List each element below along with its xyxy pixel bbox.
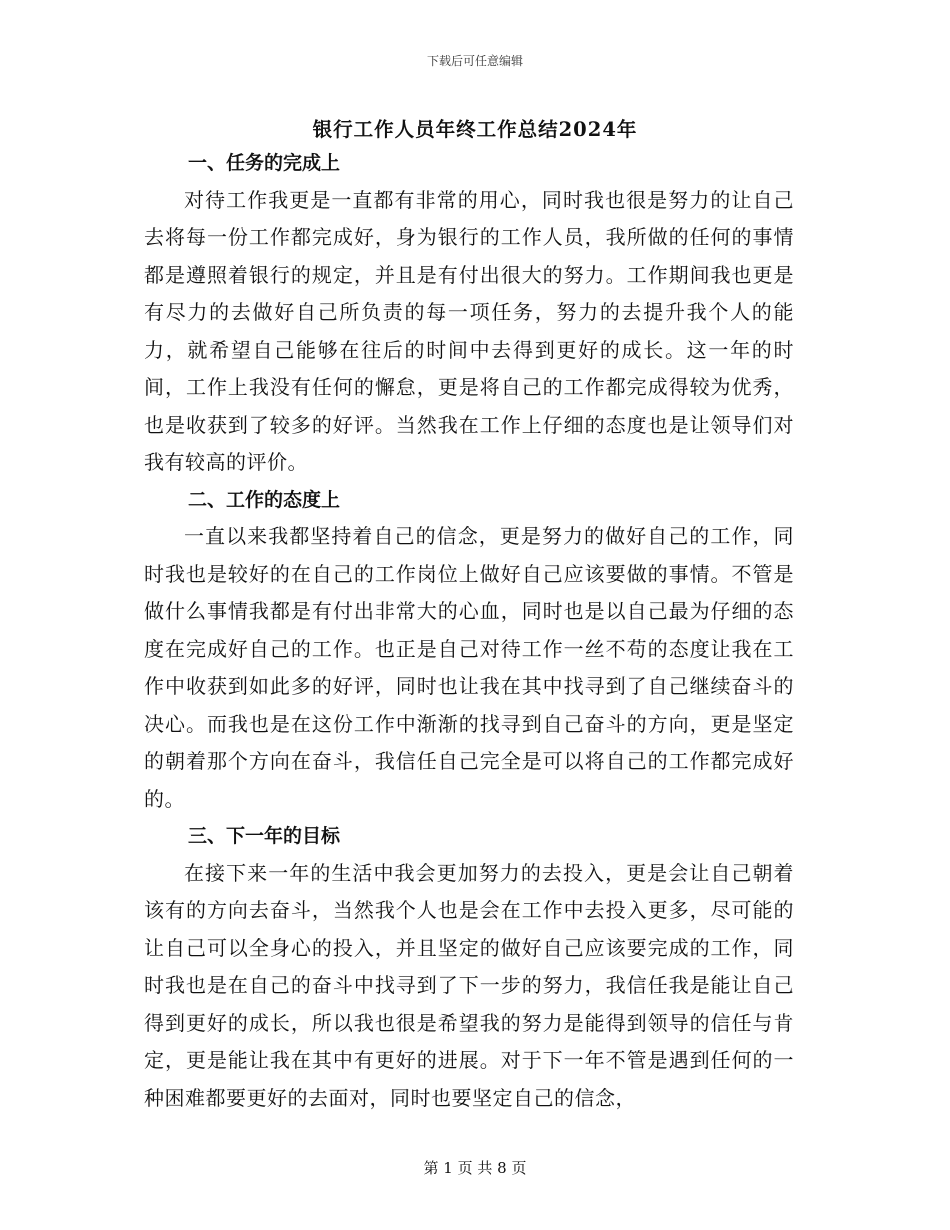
section-paragraph-tasks: 对待工作我更是一直都有非常的用心，同时我也很是努力的让自己去将每一份工作都完成好，身为银行的工作人员，我所做的任何的事情都是遵照着银行的规定，并且是有付出很大的努力。工作期间我也更是有尽力的去做好自己所负责的每一项任务，努力的去提升我个人的能力，就希望自己能够在往后的时间中去得到更好的成长。这一年的时间，工作上我没有任何的懈怠，更是将自己的工作都完成得较为优秀，也是收获到了较多的好评。当然我在工作上仔细的态度也是让领导们对我有较高的评价。 [144,187,794,474]
section-paragraph-goals: 在接下来一年的生活中我会更加努力的去投入，更是会让自己朝着该有的方向去奋斗，当然我个人也是会在工作中去投入更多，尽可能的让自己可以全身心的投入，并且坚定的做好自己应该要完成的工作，同时我也是在自己的奋斗中找寻到了下一步的努力，我信任我是能让自己得到更好的成长，所以我也很是希望我的努力是能得到领导的信任与肯定，更是能让我在其中有更好的进展。对于下一年不管是遇到任何的一种困难都要更好的去面对，同时也要坚定自己的信念， [144,860,794,1110]
section-heading-goals: 三、下一年的目标 [188,825,341,847]
section-heading-tasks: 一、任务的完成上 [188,152,341,174]
section-paragraph-attitude: 一直以来我都坚持着自己的信念，更是努力的做好自己的工作，同时我也是较好的在自己的工作岗位上做好自己应该要做的事情。不管是做什么事情我都是有付出非常大的心血，同时也是以自己最为仔细的态度在完成好自己的工作。也正是自己对待工作一丝不苟的态度让我在工作中收获到如此多的好评，同时也让我在其中找寻到了自己继续奋斗的决心。而我也是在这份工作中渐渐的找寻到自己奋斗的方向，更是坚定的朝着那个方向在奋斗，我信任自己完全是可以将自己的工作都完成好的。 [144,524,794,811]
section-heading-attitude: 二、工作的态度上 [188,488,341,511]
page-number: 第 1 页 共 8 页 [423,1159,527,1177]
document-body [144,145,794,1117]
document-title: 银行工作人员年终工作总结2024年 [312,118,638,141]
header-note: 下载后可任意编辑 [426,54,523,68]
